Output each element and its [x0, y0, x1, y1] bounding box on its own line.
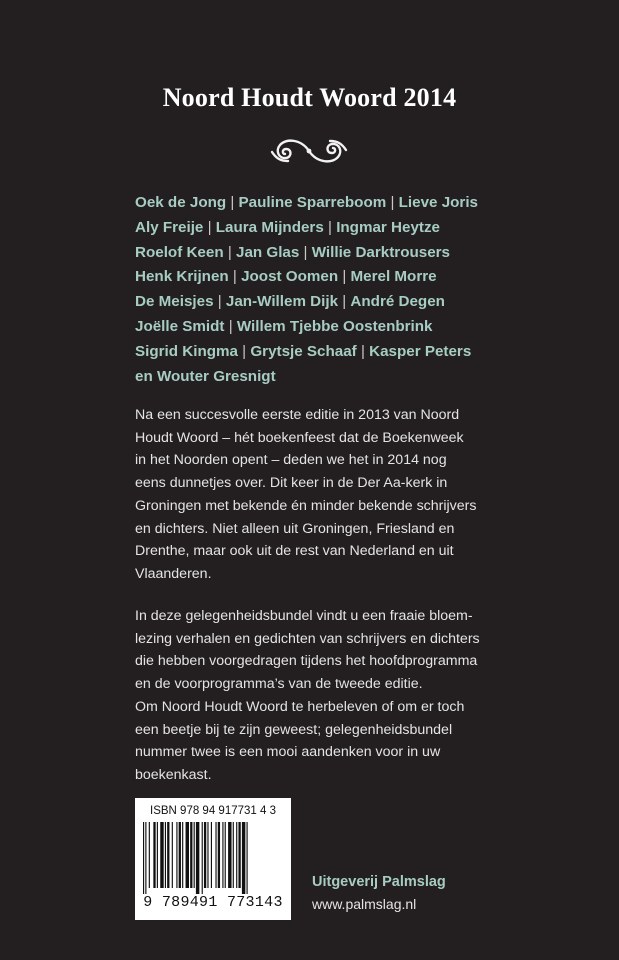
author-name: Merel Morre [350, 268, 437, 286]
author-name: Willem Tjebbe Oostenbrink [236, 317, 433, 335]
author-name: Joëlle Smidt [135, 317, 225, 335]
paragraph-line: eens dunnetjes over. Dit keer in de Der Aa-kerk in [135, 475, 448, 492]
scroll-flourish-icon [268, 134, 350, 168]
paragraph-line: In deze gelegenheidsbundel vindt u een fraaie bloem- [135, 608, 473, 624]
paragraph-line: Om Noord Houdt Woord te herbeleven of om er toch [135, 698, 465, 715]
paragraph-line: Vlaanderen. [135, 565, 212, 582]
name-separator: | [228, 268, 242, 286]
publisher-name: Uitgeverij Palmslag [312, 874, 446, 890]
barcode-block [135, 798, 291, 920]
author-line [135, 265, 515, 290]
name-separator: | [356, 342, 370, 360]
name-separator: | [224, 317, 237, 335]
paragraph-line: Na een succesvolle eerste editie in 2013 van Noord [135, 407, 460, 423]
barcode-icon [143, 822, 283, 894]
name-separator: | [226, 194, 239, 211]
name-separator: | [203, 218, 216, 236]
author-name: Ingmar Heytze [336, 218, 441, 236]
author-name: Joost Oomen [241, 268, 339, 286]
author-name: Kasper Peters [369, 342, 472, 360]
author-list [135, 191, 515, 389]
author-line [135, 191, 515, 216]
author-line [135, 290, 515, 315]
author-name: André Degen [350, 293, 445, 311]
author-line [135, 365, 515, 390]
paragraph-line: Drenthe, maar ook uit de rest van Nederland en uit [135, 543, 454, 560]
name-separator: | [213, 293, 226, 311]
author-name: Henk Krijnen [135, 268, 229, 286]
paragraph-line: Groningen met bekende én minder bekende schrijvers [135, 497, 477, 514]
paragraph-line: en dichters. Niet alleen uit Groningen, Friesland en [135, 520, 455, 537]
author-line [135, 241, 515, 266]
bundle-paragraph [135, 605, 495, 787]
paragraph-line: lezing verhalen en gedichten van schrijvers en dichters [135, 630, 480, 647]
author-name: Grytsje Schaaf [250, 342, 357, 360]
author-name: De Meisjes [135, 293, 214, 311]
author-name: Pauline Sparreboom [238, 194, 387, 211]
author-line [135, 340, 515, 365]
author-name: en Wouter Gresnigt [135, 367, 276, 385]
name-separator: | [223, 243, 236, 261]
author-line [135, 315, 515, 340]
paragraph-line: en de voorprogramma’s van de tweede editie. [135, 676, 423, 693]
name-separator: | [338, 293, 351, 311]
author-name: Sigrid Kingma [135, 342, 238, 360]
author-name: Aly Freije [135, 218, 204, 236]
author-name: Jan-Willem Dijk [225, 293, 339, 311]
author-name: Oek de Jong [135, 194, 227, 211]
paragraph-line: in het Noorden opent – deden we het in 2014 nog [135, 452, 447, 469]
paragraph-line: die hebben voorgedragen tijdens het hoofdprogramma [135, 653, 478, 670]
paragraph-line: boekenkast. [135, 766, 212, 783]
paragraph-line: nummer twee is een mooi aandenken voor in uw [135, 744, 441, 761]
author-line [135, 216, 515, 241]
author-name: Willie Darktrousers [311, 243, 451, 261]
intro-paragraph [135, 404, 495, 586]
author-name: Laura Mijnders [215, 218, 324, 236]
name-separator: | [237, 342, 251, 360]
isbn-label: ISBN 978 94 917731 4 3 [150, 805, 276, 817]
name-separator: | [323, 218, 337, 236]
name-separator: | [386, 194, 399, 211]
barcode-digits: 9 789491 773143 [143, 894, 283, 911]
publisher-website: www.palmslag.nl [312, 896, 417, 912]
paragraph-line: een beetje bij te zijn geweest; gelegenheidsbundel [135, 721, 453, 738]
paragraph-line: Houdt Woord – hét boekenfeest dat de Boekenweek [135, 429, 464, 446]
author-name: Lieve Joris [398, 194, 478, 211]
author-name: Jan Glas [236, 243, 300, 261]
name-separator: | [338, 268, 351, 286]
title: Noord Houdt Woord 2014 [162, 83, 457, 112]
name-separator: | [299, 243, 312, 261]
author-name: Roelof Keen [135, 243, 224, 261]
